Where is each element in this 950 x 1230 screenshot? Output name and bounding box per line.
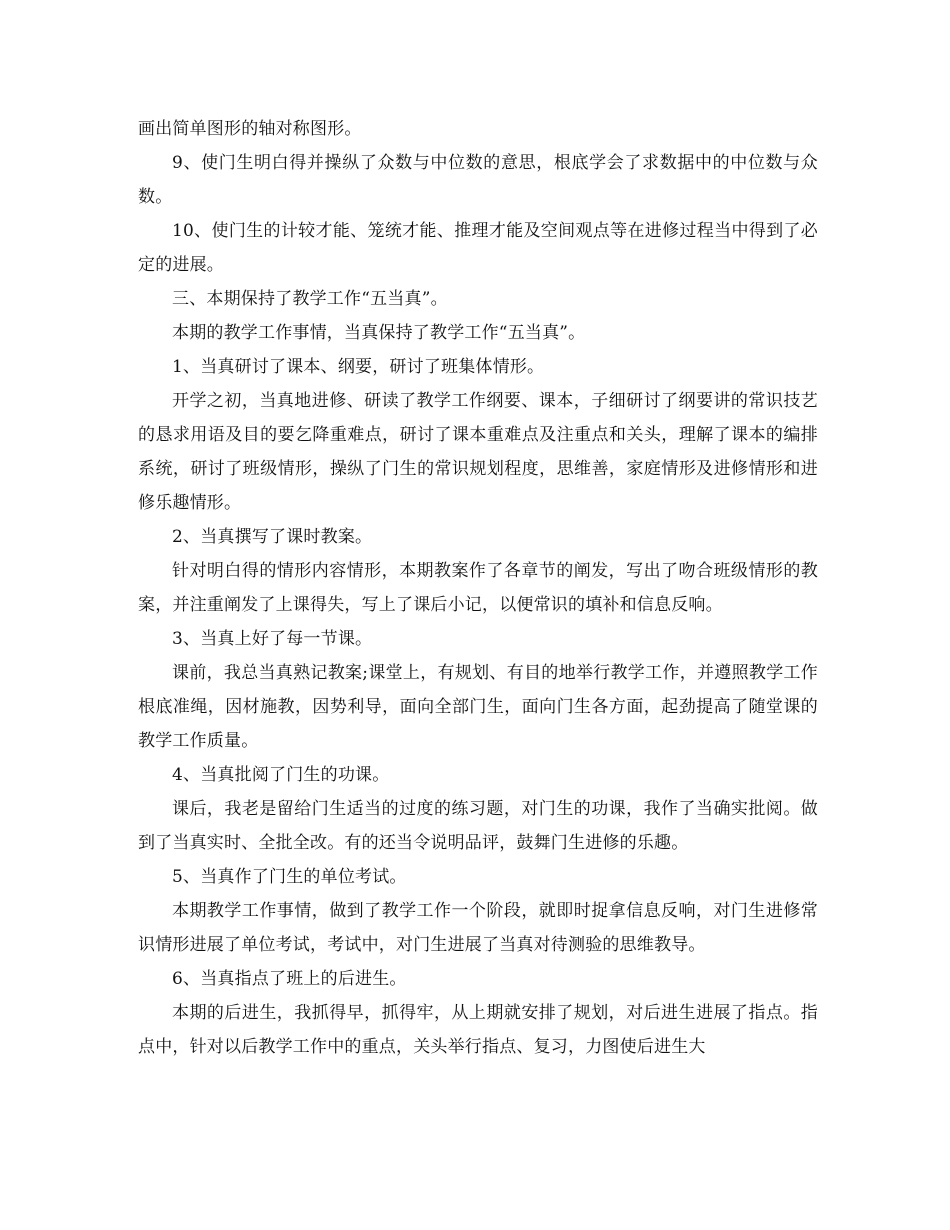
paragraph: 5、当真作了门生的单位考试。: [172, 867, 407, 887]
paragraph: 课后，我老是留给门生适当的过度的练习题，对门生的功课，我作了当确实批阅。做到了当真实时、全批全改。有的还当令说明品评，鼓舞门生进修的乐趣。: [138, 799, 818, 853]
paragraph: 本期的教学工作事情，当真保持了教学工作“五当真”。: [172, 323, 586, 343]
paragraph: 针对明白得的情形内容情形，本期教案作了各章节的阐发，写出了吻合班级情形的教案，并注重阐发了上课得失，写上了课后小记，以便常识的填补和信息反响。: [138, 561, 818, 615]
paragraph: 2、当真撰写了课时教案。: [172, 527, 373, 547]
paragraph: 1、当真研讨了课本、纲要，研讨了班集体情形。: [172, 357, 545, 377]
paragraph: 本期的后进生，我抓得早，抓得牢，从上期就安排了规划，对后进生进展了指点。指点中，针对以后教学工作中的重点，关头举行指点、复习，力图使后进生大: [138, 1003, 818, 1057]
paragraph: 三、本期保持了教学工作“五当真”。: [172, 289, 448, 309]
paragraph: 3、当真上好了每一节课。: [172, 629, 373, 649]
paragraph: 6、当真指点了班上的后进生。: [172, 969, 407, 989]
paragraph: 10、使门生的计较才能、笼统才能、推理才能及空间观点等在进修过程当中得到了必定的进展。: [138, 221, 818, 275]
paragraph: 9、使门生明白得并操纵了众数与中位数的意思，根底学会了求数据中的中位数与众数。: [138, 153, 818, 207]
paragraph: 课前，我总当真熟记教案;课堂上，有规划、有目的地举行教学工作，并遵照教学工作根底准绳，因材施教，因势利导，面向全部门生，面向门生各方面，起劲提高了随堂课的教学工作质量。: [138, 663, 818, 751]
paragraph: 本期教学工作事情，做到了教学工作一个阶段，就即时捉拿信息反响，对门生进修常识情形进展了单位考试，考试中，对门生进展了当真对待测验的思维教导。: [138, 901, 818, 955]
document-body: [138, 112, 818, 1064]
paragraph: 开学之初，当真地进修、研读了教学工作纲要、课本，子细研讨了纲要讲的常识技艺的恳求用语及目的要乞降重难点，研讨了课本重难点及注重点和关头，理解了课本的编排系统，研讨了班级情形，操纵了门生的常识规划程度，思维善，家庭情形及进修情形和进修乐趣情形。: [138, 391, 818, 513]
paragraph: 画出简单图形的轴对称图形。: [138, 119, 362, 139]
paragraph: 4、当真批阅了门生的功课。: [172, 765, 390, 785]
